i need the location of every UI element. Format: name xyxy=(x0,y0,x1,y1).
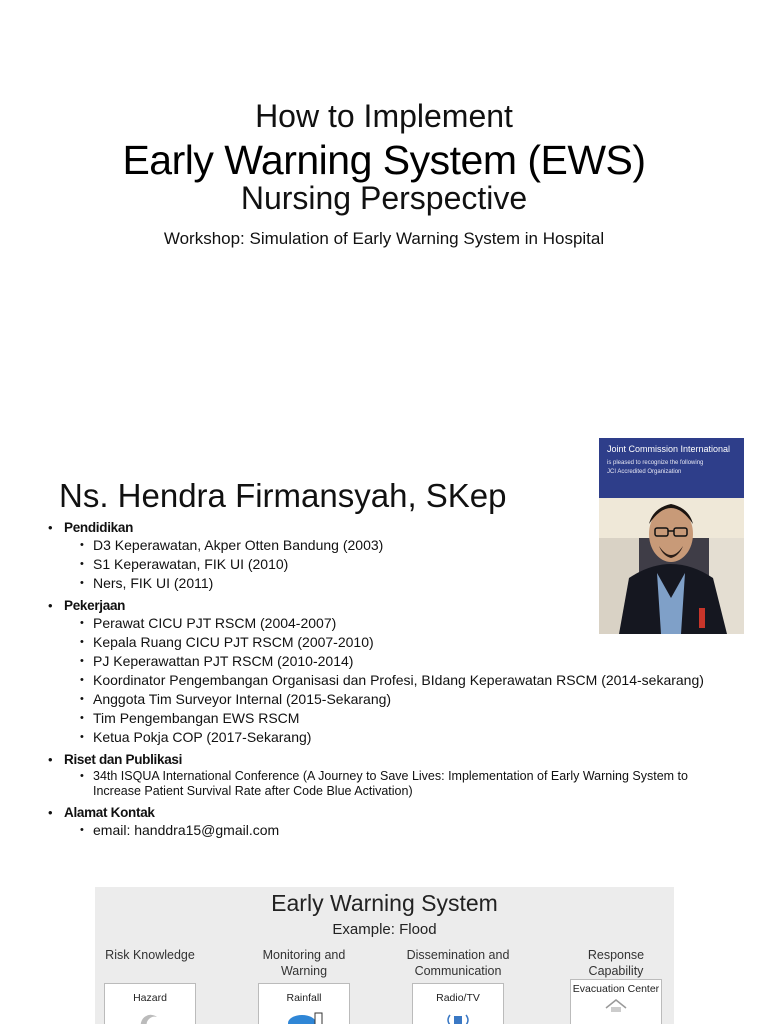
column-label: Monitoring and Warning xyxy=(262,948,346,978)
list-item: • Koordinator Pengembangan Organisasi dan Profesi, BIdang Keperawatan RSCM (2014-sekarang) xyxy=(80,672,704,688)
bullet-icon: • xyxy=(80,712,84,724)
broadcast-icon xyxy=(413,1011,503,1024)
list-item: • 34th ISQUA International Conference (A Journey to Save Lives: Implementation of Early Warning System to Increase Patient Survival Rate after Code Blue Activation) xyxy=(80,769,688,798)
bullet-icon: • xyxy=(80,693,84,705)
list-item: • email: handdra15@gmail.com xyxy=(80,822,280,838)
section-title: Pendidikan xyxy=(64,520,134,535)
column-label: Risk Knowledge xyxy=(105,948,195,962)
ews-column-monitoring xyxy=(249,947,359,1024)
list-item: • S1 Keperawatan, FIK UI (2010) xyxy=(80,556,289,572)
svg-text:is pleased to recognize the fo: is pleased to recognize the following xyxy=(607,460,704,466)
box-label: Hazard xyxy=(133,992,167,1004)
list-item: • Tim Pengembangan EWS RSCM xyxy=(80,710,300,726)
box-label: Evacuation Center xyxy=(572,983,660,995)
section-title: Alamat Kontak xyxy=(64,805,155,820)
list-item: • D3 Keperawatan, Akper Otten Bandung (2003) xyxy=(80,537,384,553)
rain-cloud-icon xyxy=(259,1011,349,1024)
column-label: Dissemination and Communication xyxy=(406,948,510,978)
title-line-1: How to Implement xyxy=(255,98,513,134)
title-line-3: Nursing Perspective xyxy=(240,180,528,216)
bullet-icon: • xyxy=(80,731,84,743)
hazard-icon xyxy=(105,1011,195,1024)
bullet-icon: • xyxy=(80,617,84,629)
bullet-icon: • xyxy=(80,558,84,570)
ews-title: Early Warning System xyxy=(271,890,498,916)
box-label: Radio/TV xyxy=(436,992,480,1004)
ews-column-dissemination xyxy=(403,947,513,1024)
bullet-icon: • xyxy=(48,598,53,613)
workshop-subtitle: Workshop: Simulation of Early Warning System in Hospital xyxy=(163,229,605,248)
bullet-icon: • xyxy=(80,636,84,648)
column-box xyxy=(258,983,350,1024)
ews-diagram-slide xyxy=(95,887,674,1024)
list-item: • Anggota Tim Surveyor Internal (2015-Sekarang) xyxy=(80,691,392,707)
ews-subtitle: Example: Flood xyxy=(332,921,437,938)
bullet-icon: • xyxy=(80,770,84,782)
bullet-icon: • xyxy=(48,520,53,535)
bullet-icon: • xyxy=(80,824,84,836)
title-line-2: Early Warning System (EWS) xyxy=(122,137,646,183)
list-item: • Kepala Ruang CICU PJT RSCM (2007-2010) xyxy=(80,634,374,650)
list-item: • Ketua Pokja COP (2017-Sekarang) xyxy=(80,729,312,745)
box-label: Rainfall xyxy=(286,992,322,1004)
bullet-icon: • xyxy=(48,752,53,767)
bullet-icon: • xyxy=(80,539,84,551)
title-slide xyxy=(0,0,768,430)
section-education xyxy=(48,520,708,591)
bullet-icon: • xyxy=(80,674,84,686)
column-box xyxy=(104,983,196,1024)
svg-text:Joint Commission International: Joint Commission International xyxy=(607,444,731,454)
column-box xyxy=(570,979,662,1024)
list-item: • PJ Keperawattan PJT RSCM (2010-2014) xyxy=(80,653,354,669)
section-title: Pekerjaan xyxy=(64,598,126,613)
bullet-icon: • xyxy=(80,577,84,589)
section-title: Riset dan Publikasi xyxy=(64,752,183,767)
ews-column-response xyxy=(561,947,671,1024)
presenter-name: Ns. Hendra Firmansyah, SKep xyxy=(59,477,507,514)
ews-column-risk xyxy=(95,947,205,1024)
house-icon xyxy=(571,998,661,1017)
bullet-icon: • xyxy=(48,805,53,820)
section-research xyxy=(48,752,708,798)
list-item: • Perawat CICU PJT RSCM (2004-2007) xyxy=(80,615,337,631)
profile-details xyxy=(48,520,708,845)
bullet-icon: • xyxy=(80,655,84,667)
column-label: Response Capability xyxy=(587,948,645,978)
list-item: • Ners, FIK UI (2011) xyxy=(80,575,214,591)
svg-text:JCI Accredited Organization: JCI Accredited Organization xyxy=(607,469,682,475)
section-contact xyxy=(48,805,708,838)
column-box xyxy=(412,983,504,1024)
section-work xyxy=(48,598,708,745)
